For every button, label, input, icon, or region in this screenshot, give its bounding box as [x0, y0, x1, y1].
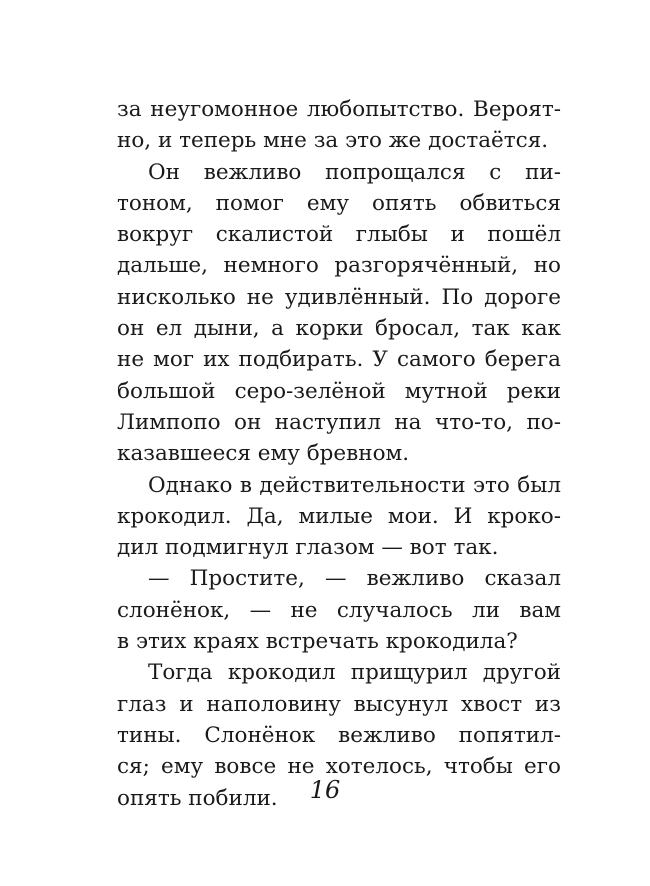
text-line: крокодил. Да, милые мои. И кроко-	[117, 503, 561, 529]
text-line: Тогда крокодил прищурил другой	[148, 660, 561, 686]
text-line: большой серо-зелёной мутной реки	[117, 378, 561, 404]
text-line: Он вежливо попрощался с пи-	[148, 159, 561, 185]
text-line: казавшееся ему бревном.	[117, 441, 410, 467]
text-line: глаз и наполовину высунул хвост из	[117, 691, 561, 717]
page-number: 16	[309, 776, 341, 804]
text-line: нисколько не удивлённый. По дороге	[117, 284, 561, 310]
text-line: Однако в действительности это был	[148, 472, 561, 498]
text-line: Лимпопо он наступил на что-то, по-	[117, 409, 561, 435]
text-line: дил подмигнул глазом — вот так.	[117, 535, 499, 561]
text-line: — Простите, — вежливо сказал	[148, 566, 561, 592]
text-line: вокруг скалистой глыбы и пошёл	[117, 222, 561, 248]
text-line: тоном, помог ему опять обвиться	[117, 190, 561, 216]
text-line: не мог их подбирать. У самого берега	[117, 347, 561, 373]
text-line: за неугомонное любопытство. Вероят-	[117, 97, 561, 122]
text-line: он ел дыни, а корки бросал, так как	[117, 316, 561, 342]
text-line: опять побили.	[117, 785, 278, 811]
text-line: в этих краях встречать крокодила?	[117, 629, 518, 655]
text-line: но, и теперь мне за это же достаётся.	[117, 128, 549, 154]
text-line: дальше, немного разгорячённый, но	[117, 253, 561, 279]
text-line: ся; ему вовсе не хотелось, чтобы его	[117, 754, 561, 780]
text-line: тины. Слонёнок вежливо попятил-	[117, 722, 561, 748]
text-line: слонёнок, — не случалось ли вам	[117, 597, 561, 623]
page-text	[117, 94, 561, 814]
